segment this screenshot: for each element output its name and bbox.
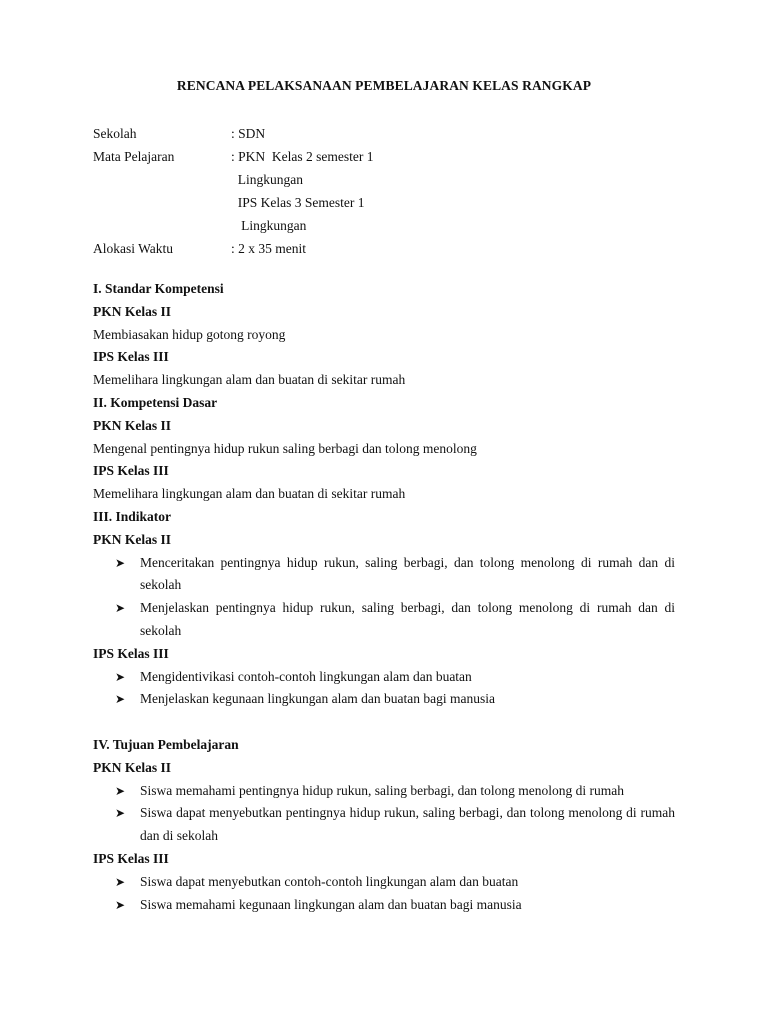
list-item-text: Menjelaskan pentingnya hidup rukun, saling berbagi, dan tolong menolong di rumah dan di sekolah [140,600,675,638]
subheading-ips: IPS Kelas III [93,349,169,365]
section-heading: II. Kompetensi Dasar [93,394,218,410]
paragraph: Memelihara lingkungan alam dan buatan di sekitar rumah [93,372,406,388]
info-row-mapel-cont [93,191,373,214]
list-item [93,688,675,711]
subheading-ips: IPS Kelas III [93,645,169,661]
list-item [93,780,675,803]
mapel-value-line: Lingkungan [231,172,303,187]
arrowhead-bullet-icon: ➤ [115,555,126,570]
info-row-sekolah [93,122,373,145]
arrowhead-bullet-icon: ➤ [115,897,126,912]
section-heading: IV. Tujuan Pembelajaran [93,736,239,752]
list-item [93,666,675,689]
list-item [93,871,675,894]
paragraph: Membiasakan hidup gotong royong [93,326,286,342]
sekolah-label: Sekolah [93,126,137,141]
mapel-label: Mata Pelajaran [93,149,175,164]
paragraph: Memelihara lingkungan alam dan buatan di sekitar rumah [93,486,406,502]
list-item-text: Siswa dapat menyebutkan contoh-contoh lingkungan alam dan buatan [140,873,519,889]
list-item-text: Siswa dapat menyebutkan pentingnya hidup rukun, saling berbagi, dan tolong menolong di rumah dan di sekolah [140,805,675,844]
list-item [93,597,675,643]
list-item [93,552,675,598]
arrowhead-bullet-icon: ➤ [115,669,126,684]
mapel-value-line: Lingkungan [231,218,307,233]
document-body [93,278,675,916]
info-row-mapel-cont [93,168,373,191]
subheading-pkn: PKN Kelas II [93,303,172,319]
document-title: RENCANA PELAKSANAAN PEMBELAJARAN KELAS RANGKAP [176,78,592,93]
mapel-value-line: IPS Kelas 3 Semester 1 [231,195,365,210]
subheading-ips: IPS Kelas III [93,463,169,479]
arrowhead-bullet-icon: ➤ [115,783,126,798]
list-item-text: Siswa memahami kegunaan lingkungan alam dan buatan bagi manusia [140,896,522,912]
alokasi-label: Alokasi Waktu [93,241,174,256]
arrowhead-bullet-icon: ➤ [115,692,126,707]
info-row-alokasi [93,237,373,260]
info-label-empty [93,191,231,214]
alokasi-value: : 2 x 35 menit [231,241,306,256]
spacer [93,711,675,734]
subheading-pkn: PKN Kelas II [93,759,172,775]
info-row-mapel-cont [93,214,373,237]
subheading-pkn: PKN Kelas II [93,417,172,433]
info-block [93,122,373,260]
arrowhead-bullet-icon: ➤ [115,874,126,889]
section-heading: III. Indikator [93,508,172,524]
subheading-pkn: PKN Kelas II [93,531,172,547]
list-item-text: Menceritakan pentingnya hidup rukun, saling berbagi, dan tolong menolong di rumah dan di sekolah [140,554,675,593]
sekolah-value: : SDN [231,126,266,141]
paragraph: Mengenal pentingnya hidup rukun saling berbagi dan tolong menolong [93,440,477,456]
list-item-text: Menjelaskan kegunaan lingkungan alam dan buatan bagi manusia [140,691,496,707]
info-row-mapel [93,145,373,168]
subheading-ips: IPS Kelas III [93,850,169,866]
info-label-empty [93,168,231,191]
list-item-text: Mengidentivikasi contoh-contoh lingkungan alam dan buatan [140,668,472,684]
arrowhead-bullet-icon: ➤ [115,806,126,821]
list-item-text: Siswa memahami pentingnya hidup rukun, saling berbagi, dan tolong menolong di rumah [140,782,625,798]
mapel-value-line: : PKN Kelas 2 semester 1 [231,149,374,164]
section-heading: I. Standar Kompetensi [93,281,224,296]
list-item [93,894,675,917]
info-label-empty [93,214,231,237]
arrowhead-bullet-icon: ➤ [115,601,126,616]
list-item [93,802,675,848]
